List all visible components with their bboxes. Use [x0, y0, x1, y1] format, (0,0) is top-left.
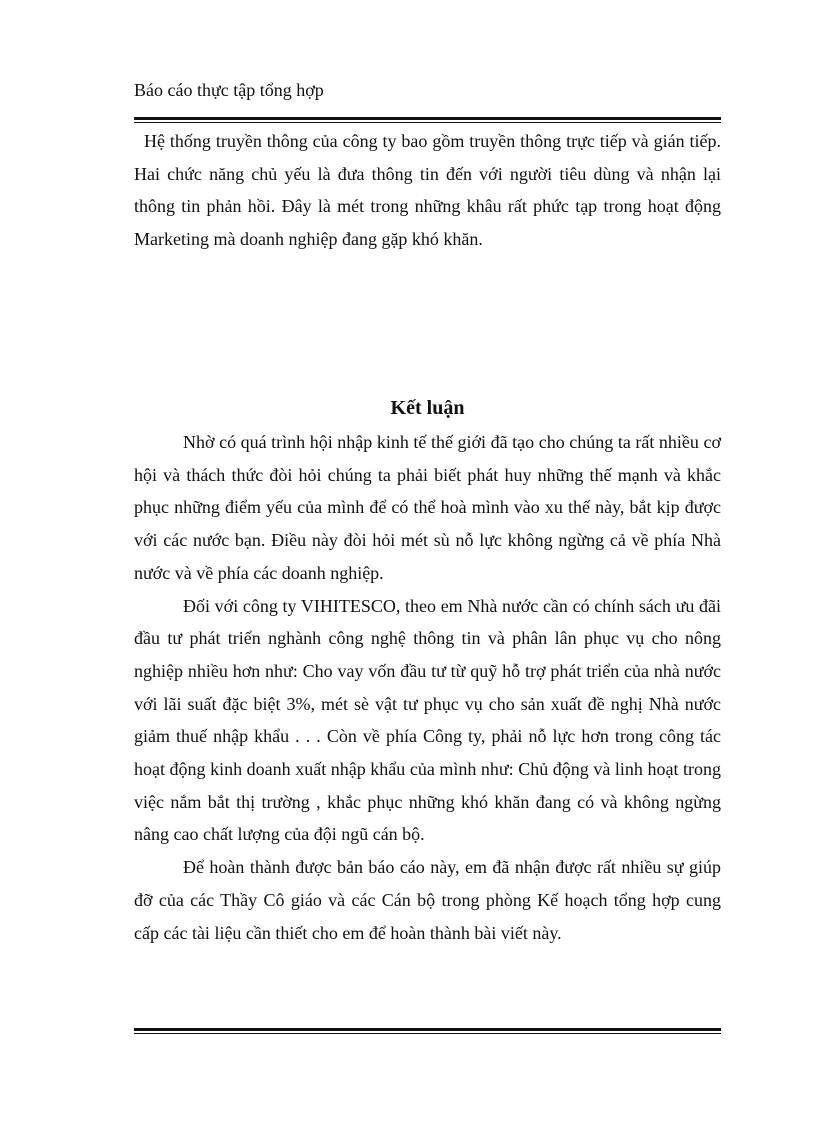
conclusion-body: [134, 426, 721, 949]
footer-divider: [134, 1028, 721, 1034]
page-header-title: Báo cáo thực tập tổng hợp: [134, 80, 324, 100]
conclusion-paragraph-3: Để hoàn thành được bản báo cáo này, em đã nhận được rất nhiều sự giúp đỡ của các Thầy Cô giáo và các Cán bộ trong phòng Kế hoạch tổng hợp cung cấp các tài liệu cần thiết cho em để hoàn thành bài viết này.: [134, 857, 721, 943]
header-divider: [134, 117, 721, 123]
conclusion-paragraph-2: Đối với công ty VIHITESCO, theo em Nhà nước cần có chính sách ưu đãi đầu tư phát triển nghành công nghệ thông tin và phân lân phục vụ cho nông nghiệp nhiều hơn như: Cho vay vốn đầu tư từ quỹ hỗ trợ phát triển của nhà nước với lãi suất đặc biệt 3%, mét sè vật tư phục vụ cho sản xuất đề nghị Nhà nước giảm thuế nhập khẩu . . . Còn về phía Công ty, phải nỗ lực hơn trong công tác hoạt động kinh doanh xuất nhập khẩu của mình như: Chủ động và linh hoạt trong việc nắm bắt thị trường , khắc phục những khó khăn đang có và không ngừng nâng cao chất lượng của đội ngũ cán bộ.: [134, 595, 721, 845]
intro-paragraph: Hệ thống truyền thông của công ty bao gồm truyền thông trực tiếp và gián tiếp. Hai chức năng chủ yếu là đưa thông tin đến với người tiêu dùng và nhận lại thông tin phản hồi. Đây là mét trong những khâu rất phức tạp trong hoạt động Marketing mà doanh nghiệp đang gặp khó khăn.: [134, 131, 721, 249]
conclusion-heading: Kết luận: [390, 397, 465, 419]
conclusion-paragraph-1: Nhờ có quá trình hội nhập kinh tế thế giới đã tạo cho chúng ta rất nhiều cơ hội và thách thức đòi hỏi chúng ta phải biết phát huy những thế mạnh và khắc phục những điểm yếu của mình để có thể hoà mình vào xu thế này, bắt kịp được với các nước bạn. Điều này đòi hỏi mét sù nỗ lực không ngừng cả về phía Nhà nước và về phía các doanh nghiệp.: [134, 432, 721, 583]
